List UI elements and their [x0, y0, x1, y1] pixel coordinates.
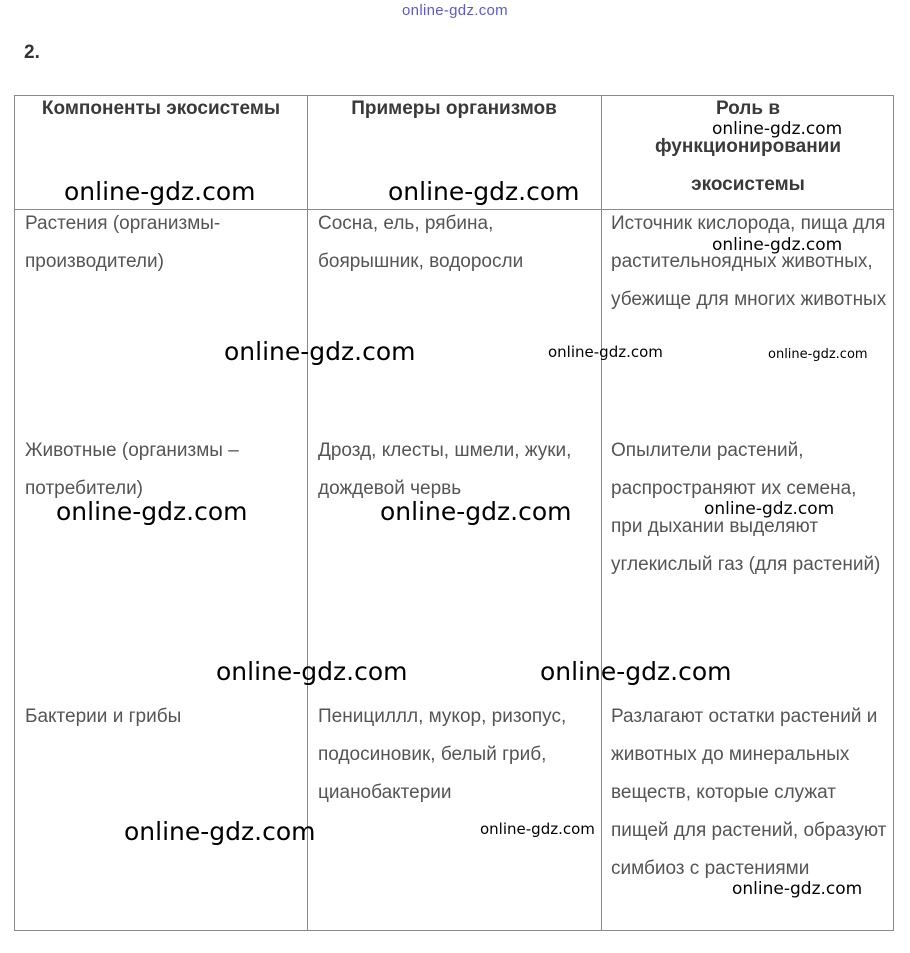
row2-examples: Дрозд, клесты, шмели, жуки, дождевой червь: [318, 440, 572, 499]
row2-role: Опылители растений, распространяют их семена, при дыхании выделяют углекислый газ (для растений): [611, 440, 881, 575]
watermark: online-gdz.com: [540, 657, 732, 686]
header-role: Роль в функционировании экосистемы: [654, 98, 842, 195]
header-examples: Примеры организмов: [351, 98, 557, 119]
watermark: online-gdz.com: [216, 657, 408, 686]
row1-examples: Сосна, ель, рябина, боярышник, водоросли: [318, 213, 524, 272]
row2-component: Животные (организмы – потребители): [25, 440, 239, 499]
row1-role: Источник кислорода, пища для растительноядных животных, убежище для многих животных: [611, 213, 887, 310]
watermark: online-gdz.com: [64, 177, 256, 206]
column-divider: [601, 96, 602, 930]
watermark: online-gdz.com: [712, 235, 843, 255]
task-number: 2.: [24, 42, 40, 63]
watermark: online-gdz.com: [388, 177, 580, 206]
header-components: Компоненты экосистемы: [41, 98, 281, 119]
row1-component: Растения (организмы-производители): [25, 213, 221, 272]
watermark: online-gdz.com: [380, 497, 572, 526]
watermark: online-gdz.com: [56, 497, 248, 526]
watermark: online-gdz.com: [480, 820, 595, 838]
watermark: online-gdz.com: [548, 343, 663, 361]
row3-examples: Пенициллл, мукор, ризопус, подосиновик, белый гриб, цианобактерии: [318, 706, 567, 803]
watermark: online-gdz.com: [224, 337, 416, 366]
row3-role: Разлагают остатки растений и животных до минеральных веществ, которые служат пищей для растений, образуют симбиоз с растениями: [611, 706, 887, 879]
site-header-link[interactable]: online-gdz.com: [402, 2, 508, 19]
watermark: online-gdz.com: [768, 347, 868, 362]
watermark: online-gdz.com: [124, 817, 316, 846]
watermark: online-gdz.com: [704, 499, 835, 519]
row3-component: Бактерии и грибы: [25, 706, 182, 727]
watermark: online-gdz.com: [712, 119, 843, 139]
column-divider: [307, 96, 308, 930]
watermark: online-gdz.com: [732, 879, 863, 899]
